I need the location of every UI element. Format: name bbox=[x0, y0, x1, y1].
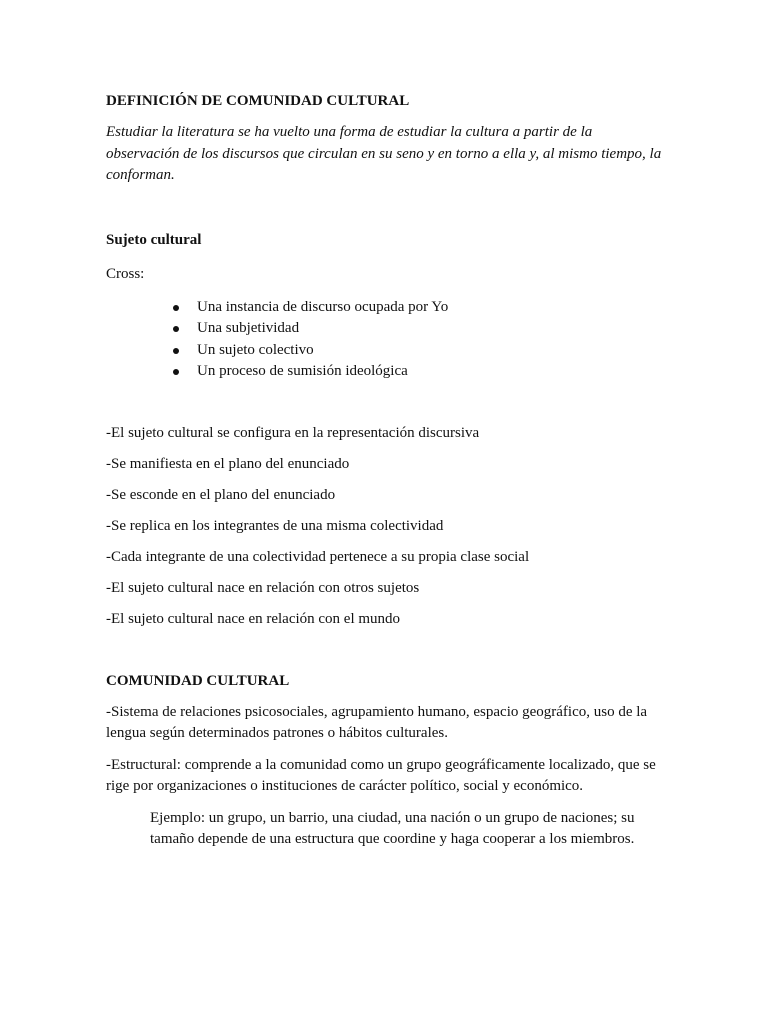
cross-label: Cross: bbox=[106, 265, 145, 282]
bullet-icon bbox=[173, 348, 179, 354]
statement-line: -Se esconde en el plano del enunciado bbox=[106, 486, 336, 503]
bullet-item bbox=[106, 297, 666, 319]
bullet-text: Una instancia de discurso ocupada por Yo bbox=[197, 298, 449, 315]
bullet-icon bbox=[173, 305, 179, 311]
statement-list bbox=[106, 423, 666, 630]
section-title-comunidad-cultural: COMUNIDAD CULTURAL bbox=[106, 672, 290, 689]
statement-line: -El sujeto cultural nace en relación con el mundo bbox=[106, 610, 401, 627]
statement-line: -El sujeto cultural se configura en la representación discursiva bbox=[106, 424, 480, 441]
bullet-icon bbox=[173, 326, 179, 332]
structural-paragraph: -Estructural: comprende a la comunidad como un grupo geográficamente localizado, que se rige por organizaciones o instituciones de carácter político, social y económico. bbox=[106, 756, 656, 794]
bullet-item bbox=[106, 318, 666, 340]
statement-line: -Cada integrante de una colectividad pertenece a su propia clase social bbox=[106, 548, 530, 565]
example-paragraph: Ejemplo: un grupo, un barrio, una ciudad, una nación o un grupo de naciones; su tamaño depende de una estructura que coordine y haga cooperar a los miembros. bbox=[150, 809, 635, 847]
statement-line: -El sujeto cultural nace en relación con otros sujetos bbox=[106, 579, 420, 596]
bullet-item bbox=[106, 361, 666, 383]
document-body bbox=[106, 90, 666, 851]
bullet-item bbox=[106, 340, 666, 362]
bullet-text: Un proceso de sumisión ideológica bbox=[197, 363, 408, 379]
definition-paragraph: -Sistema de relaciones psicosociales, agrupamiento humano, espacio geográfico, uso de la lengua según determinados patrones o hábitos culturales. bbox=[106, 703, 648, 741]
intro-paragraph: Estudiar la literatura se ha vuelto una forma de estudiar la cultura a partir de la observación de los discursos que circulan en su seno y en torno a ella y, al mismo tiempo, la conforman. bbox=[106, 124, 662, 183]
section-title-definicion: DEFINICIÓN DE COMUNIDAD CULTURAL bbox=[106, 93, 410, 109]
bullet-text: Un sujeto colectivo bbox=[197, 341, 314, 358]
bullet-text: Una subjetividad bbox=[197, 320, 300, 336]
section-title-sujeto-cultural: Sujeto cultural bbox=[106, 231, 202, 248]
bullet-list bbox=[106, 297, 666, 383]
bullet-icon bbox=[173, 369, 179, 375]
statement-line: -Se manifiesta en el plano del enunciado bbox=[106, 455, 350, 472]
statement-line: -Se replica en los integrantes de una misma colectividad bbox=[106, 517, 444, 534]
